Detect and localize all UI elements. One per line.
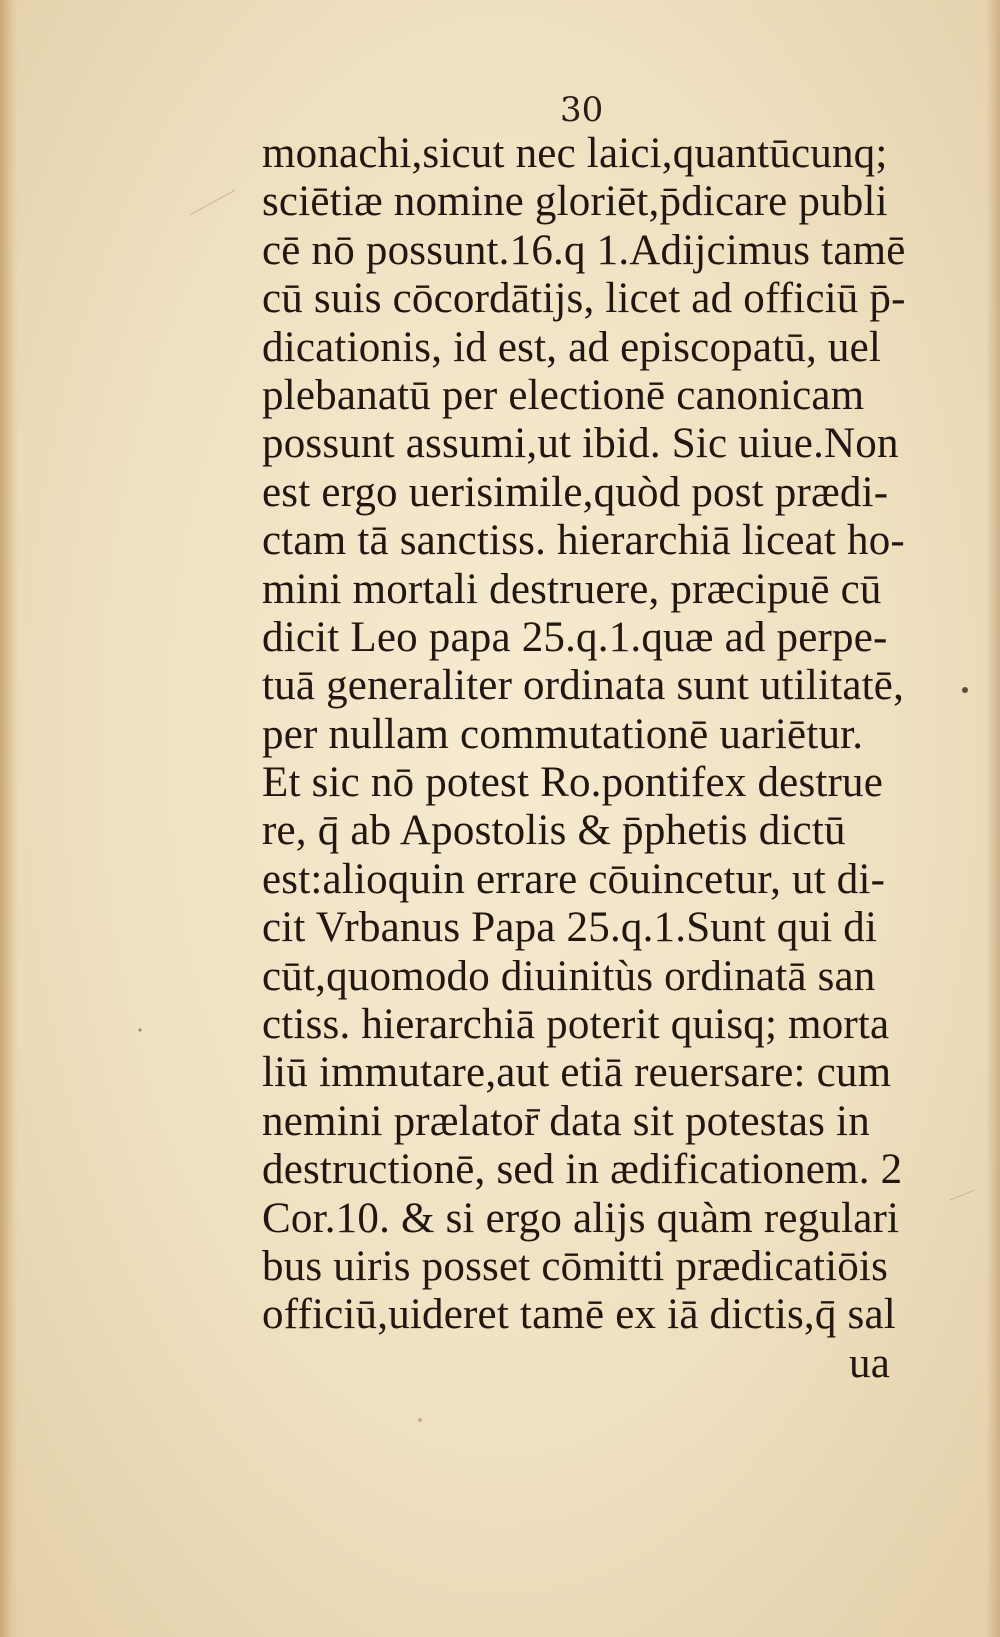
text-line: officiū,uideret tamē ex iā dictis,q̄ sal — [262, 1291, 896, 1339]
text-line: ctiss. hierarchiā poterit quisq; morta — [262, 1001, 890, 1049]
text-line: est ergo uerisimile,quòd post prædi- — [262, 468, 889, 516]
text-line: cē nō possunt.16.q 1.Adijcimus tamē — [262, 226, 906, 274]
body-text — [262, 130, 942, 1388]
text-line: tuā generaliter ordinata sunt utilitatē, — [262, 662, 905, 710]
text-line: possunt assumi,ut ibid. Sic uiue.Non — [262, 420, 899, 468]
text-line: est:alioquin errare cōuincetur, ut di- — [262, 855, 886, 903]
text-line: sciētiæ nomine gloriēt,p̄dicare publi — [262, 178, 888, 226]
text-line: Et sic nō potest Ro.pontifex destrue — [262, 759, 884, 807]
text-line: liū immutare,aut etiā reuersare: cum — [262, 1049, 892, 1097]
text-line: dicit Leo papa 25.q.1.quæ ad perpe- — [262, 613, 888, 661]
catchword: ua — [849, 1339, 890, 1387]
text-line: cū suis cōcordātijs, licet ad officiū p̄- — [262, 275, 906, 323]
page-number: 30 — [560, 90, 604, 130]
text-line: ctam tā sanctiss. hierarchiā liceat ho- — [262, 517, 905, 565]
text-line: mini mortali destruere, præcipuē cū — [262, 565, 882, 613]
text-line: per nullam commutationē uariētur. — [262, 710, 864, 758]
text-line: Cor.10. & si ergo alijs quàm regulari — [262, 1194, 900, 1242]
text-line: nemini prælator̄ data sit potestas in — [262, 1097, 870, 1145]
text-line: cit Vrbanus Papa 25.q.1.Sunt qui di — [262, 904, 878, 952]
text-line: re, q̄ ab Apostolis & p̄phetis dictū — [262, 807, 846, 855]
text-line: monachi,sicut nec laici,quantūcunq; — [262, 130, 888, 177]
text-line: destructionē, sed in ædificationem. 2 — [262, 1146, 903, 1194]
text-line: dicationis, id est, ad episcopatū, uel — [262, 323, 882, 371]
text-line: plebanatū per electionē canonicam — [262, 371, 865, 419]
text-line: cūt,quomodo diuinitùs ordinatā san — [262, 952, 876, 1000]
text-line: bus uiris posset cōmitti prædicatiōis — [262, 1242, 889, 1290]
